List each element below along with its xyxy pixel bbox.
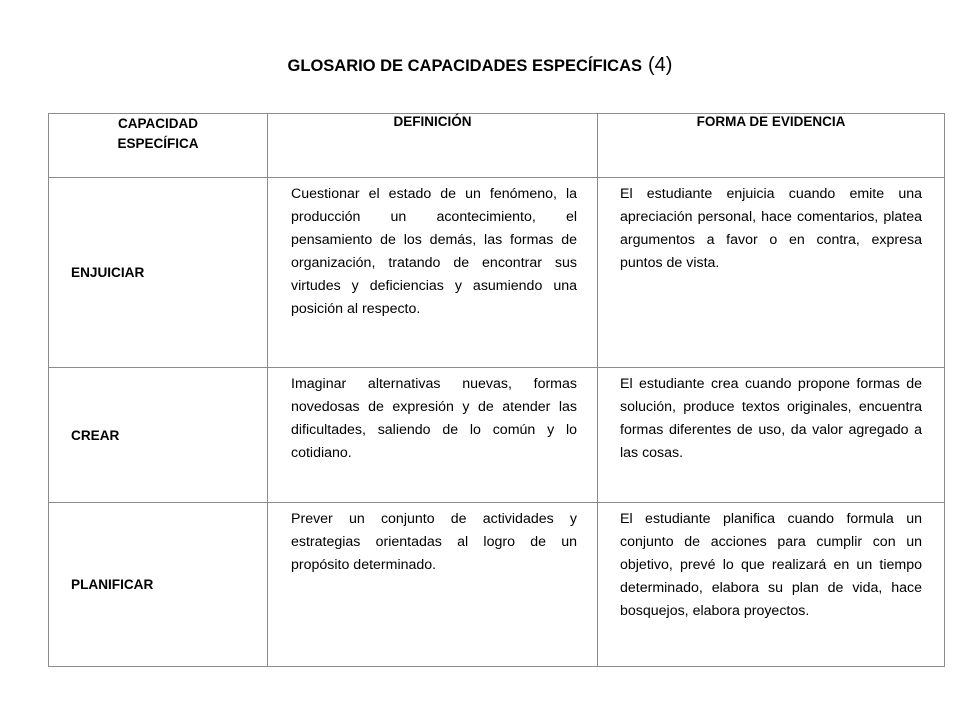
evidencia-cell: El estudiante enjuicia cuando emite una apreciación personal, hace comentarios, platea argumentos a favor o en contra, expresa puntos de vista. — [598, 178, 945, 368]
capacidad-cell: CREAR — [49, 368, 268, 503]
title-number: (4) — [648, 54, 673, 76]
table-row — [49, 368, 945, 503]
capacidad-cell: PLANIFICAR — [49, 503, 268, 667]
definicion-cell: Cuestionar el estado de un fenómeno, la producción un acontecimiento, el pensamiento de los demás, las formas de organización, tratando de encontrar sus virtudes y deficiencias y asumiendo una posición al respecto. — [268, 178, 598, 368]
table-row — [49, 503, 945, 667]
definicion-cell: Imaginar alternativas nuevas, formas novedosas de expresión y de atender las dificultades, saliendo de lo común y lo cotidiano. — [268, 368, 598, 503]
evidencia-cell: El estudiante crea cuando propone formas de solución, produce textos originales, encuentra formas diferentes de uso, da valor agregado a las cosas. — [598, 368, 945, 503]
table-header-row — [49, 114, 945, 178]
title-main: GLOSARIO DE CAPACIDADES ESPECÍFICAS — [287, 57, 643, 75]
capacidad-cell: ENJUICIAR — [49, 178, 268, 368]
evidencia-cell: El estudiante planifica cuando formula un conjunto de acciones para cumplir con un objetivo, prevé lo que realizará en un tiempo determinado, elabora su plan de vida, hace bosquejos, elabora proyectos. — [598, 503, 945, 667]
header-capacidad — [49, 114, 268, 178]
header-evidencia: FORMA DE EVIDENCIA — [598, 114, 945, 178]
definicion-cell: Prever un conjunto de actividades y estrategias orientadas al logro de un propósito determinado. — [268, 503, 598, 667]
page-title — [0, 54, 960, 77]
header-capacidad-line1: CAPACIDAD — [118, 116, 198, 131]
header-definicion: DEFINICIÓN — [268, 114, 598, 178]
header-capacidad-line2: ESPECÍFICA — [117, 136, 199, 151]
glossary-table — [48, 113, 945, 667]
table-row — [49, 178, 945, 368]
